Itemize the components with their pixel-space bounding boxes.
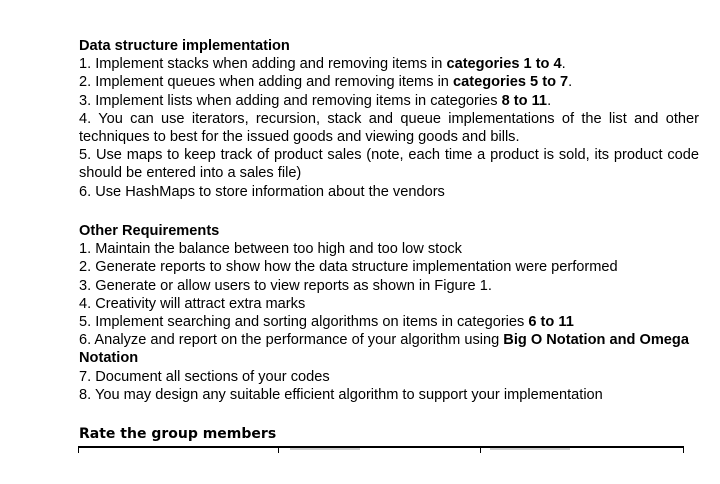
- list-item: 5. Use maps to keep track of product sales (note, each time a product is sold, its product code should be entered into a sales file): [79, 147, 699, 182]
- item-emphasis: 6 to 11: [528, 314, 574, 331]
- section-heading-other-requirements: Other Requirements: [79, 223, 220, 239]
- data-structure-section: [79, 37, 699, 201]
- item-emphasis: Big O Notation and Omega Notation: [79, 332, 689, 367]
- rating-table-header-cutoff: [290, 448, 360, 450]
- item-text: 6. Analyze and report on the performance of your algorithm using: [79, 332, 504, 349]
- rating-table-header-cutoff: [490, 448, 570, 450]
- other-requirements-section: [79, 222, 699, 404]
- item-text-end: .: [561, 56, 566, 73]
- item-text: 3. Implement lists when adding and removing items in categories: [79, 92, 502, 109]
- list-item: 6. Use HashMaps to store information about the vendors: [79, 183, 445, 200]
- section-heading-rate-group: Rate the group members: [79, 426, 277, 442]
- rating-table-column-divider: [683, 447, 684, 453]
- list-item: 8. You may design any suitable efficient algorithm to support your implementation: [79, 386, 603, 403]
- rating-table-top-border: [78, 446, 684, 448]
- list-item: [79, 92, 699, 110]
- item-emphasis: categories 1 to 4: [446, 56, 562, 73]
- rating-table-column-divider: [480, 447, 481, 453]
- item-text: 5. Implement searching and sorting algorithms on items in categories: [79, 314, 529, 331]
- list-item: 4. You can use iterators, recursion, stack and queue implementations of the list and other techniques to best for the issued goods and viewing goods and bills.: [79, 110, 699, 146]
- rating-table-column-divider: [78, 447, 79, 453]
- list-item: 4. Creativity will attract extra marks: [79, 295, 306, 312]
- list-item: [79, 55, 699, 73]
- list-item: [79, 331, 699, 367]
- list-item: 2. Generate reports to show how the data structure implementation were performed: [79, 259, 618, 276]
- item-emphasis: 8 to 11: [501, 92, 548, 109]
- rating-table-column-divider: [278, 447, 279, 453]
- item-text-end: .: [568, 74, 573, 91]
- item-text-end: .: [547, 92, 552, 109]
- item-text: 1. Implement stacks when adding and removing items in: [79, 56, 447, 73]
- list-item: [79, 73, 699, 91]
- section-heading-data-structure: Data structure implementation: [79, 38, 290, 54]
- item-emphasis: categories 5 to 7: [452, 74, 569, 91]
- list-item: 3. Generate or allow users to view reports as shown in Figure 1.: [79, 277, 492, 294]
- list-item: 1. Maintain the balance between too high and too low stock: [79, 241, 462, 258]
- list-item: 7. Document all sections of your codes: [79, 368, 330, 385]
- list-item: [79, 313, 699, 331]
- item-text: 2. Implement queues when adding and removing items in: [79, 74, 453, 91]
